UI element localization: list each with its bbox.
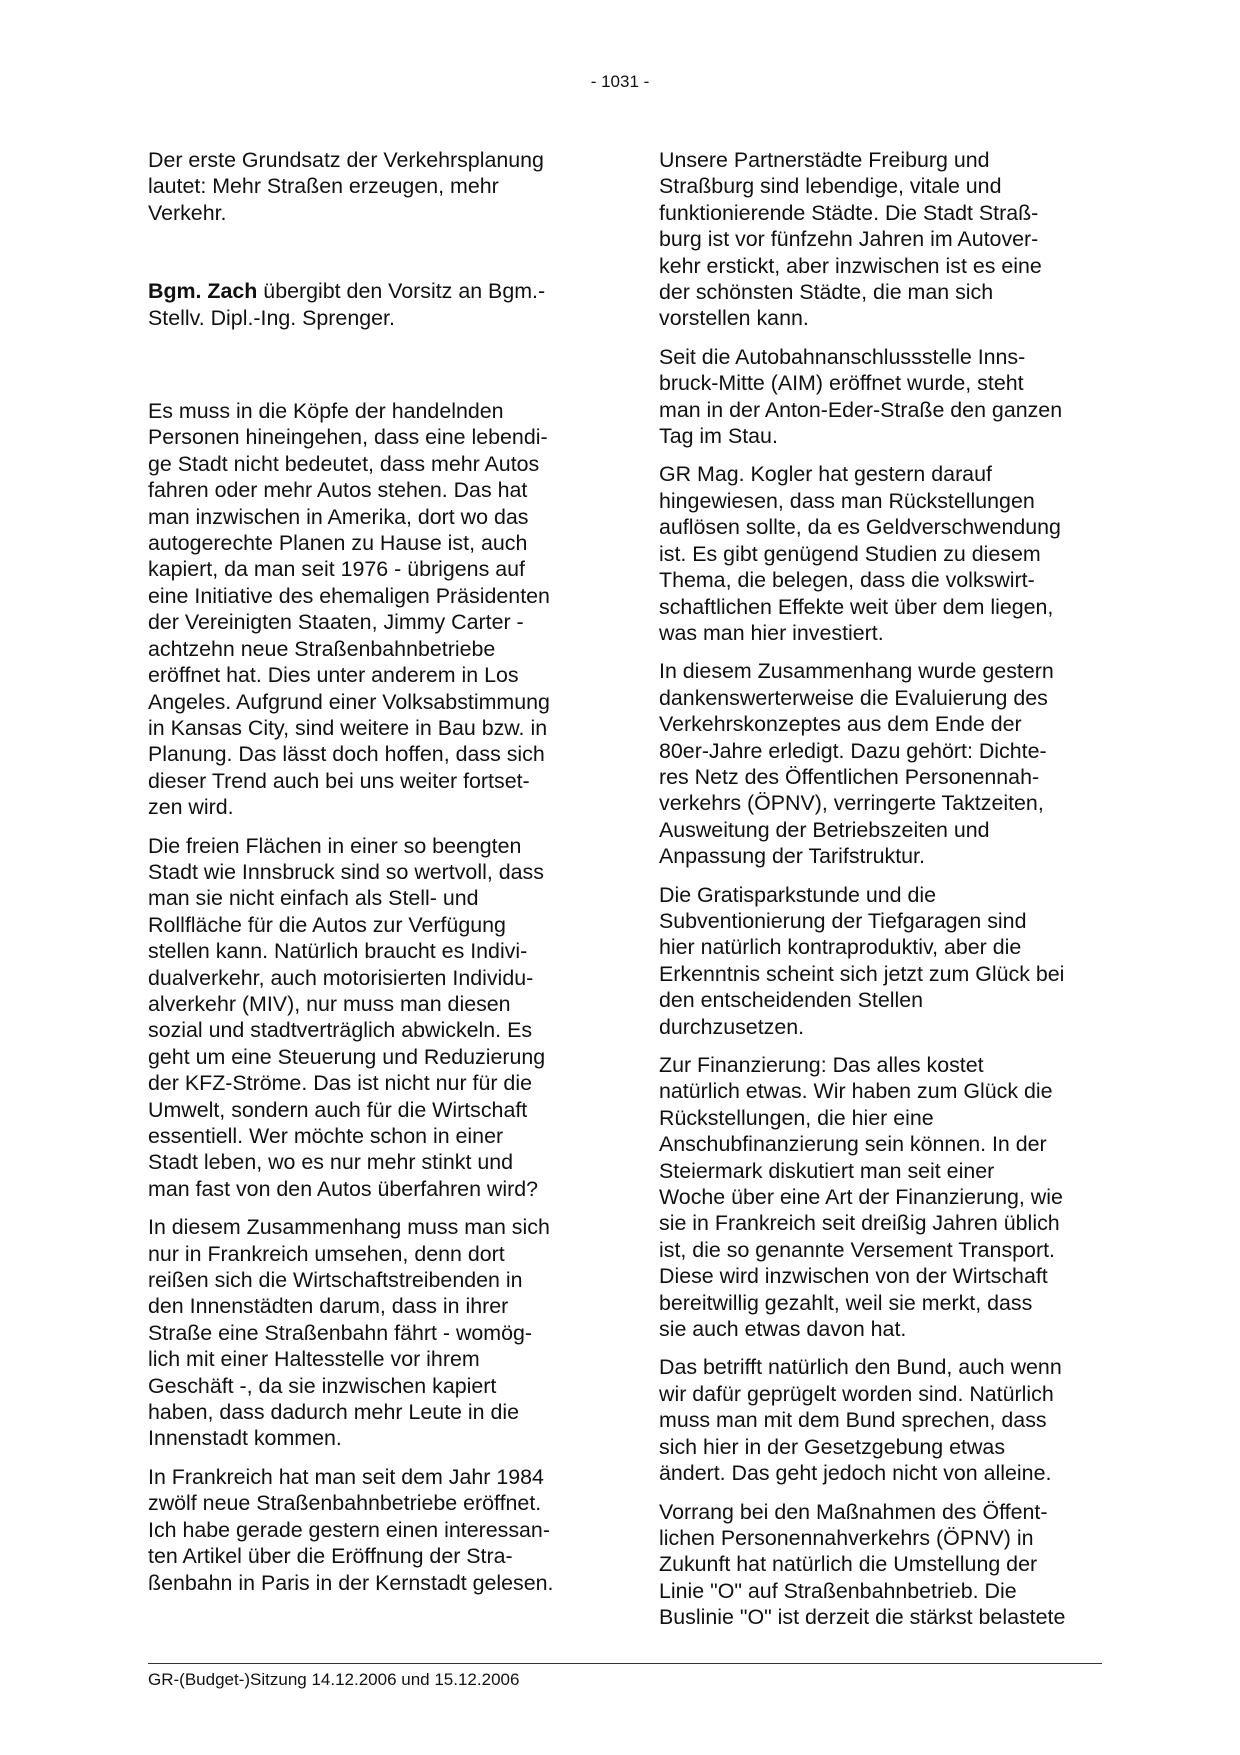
paragraph-line: Woche über eine Art der Finanzierung, wie <box>659 1185 1063 1210</box>
paragraph-line: man in der Anton-Eder-Straße den ganzen <box>659 397 1063 422</box>
paragraph-line: ändert. Das geht jedoch nicht von alleine. <box>659 1461 1052 1486</box>
paragraph-line: dualverkehr, auch motorisierten Individu- <box>148 965 534 990</box>
paragraph-line: alverkehr (MIV), nur muss man diesen <box>148 991 511 1016</box>
paragraph <box>659 1052 1101 1342</box>
paragraph-line: sie auch etwas davon hat. <box>659 1317 907 1342</box>
paragraph-line: kehr erstickt, aber inzwischen ist es eine <box>659 253 1042 278</box>
paragraph-line: schaftlichen Effekte weit über dem liegen, <box>659 594 1054 619</box>
paragraph-line: Innenstadt kommen. <box>148 1426 342 1451</box>
paragraph-line: Die freien Flächen in einer so beengten <box>148 833 522 858</box>
paragraph <box>659 461 1101 646</box>
left-column <box>148 147 590 1608</box>
paragraph-line: bruck-Mitte (AIM) eröffnet wurde, steht <box>659 371 1024 396</box>
paragraph <box>659 882 1101 1040</box>
speaker-name: Bgm. Zach <box>148 279 258 304</box>
paragraph-line: stellen kann. Natürlich braucht es Indivi- <box>148 939 528 964</box>
paragraph-line: Seit die Autobahnanschlussstelle Inns- <box>659 344 1026 369</box>
paragraph-line: In diesem Zusammenhang wurde gestern <box>659 659 1054 684</box>
paragraph-line: der KFZ-Ströme. Das ist nicht nur für die <box>148 1071 532 1096</box>
paragraph-line: hingewiesen, dass man Rückstellungen <box>659 488 1035 513</box>
paragraph-line: Anpassung der Tarifstruktur. <box>659 844 925 869</box>
paragraph-line: achtzehn neue Straßenbahnbetriebe <box>148 636 496 661</box>
paragraph-line: Subventionierung der Tiefgaragen sind <box>659 908 1027 933</box>
paragraph <box>659 344 1101 450</box>
paragraph <box>659 1354 1101 1486</box>
paragraph-line: ßenbahn in Paris in der Kernstadt gelesen. <box>148 1570 554 1595</box>
paragraph-line: Verkehr. <box>148 200 227 225</box>
paragraph-line: geht um eine Steuerung und Reduzierung <box>148 1044 546 1069</box>
paragraph-line: Stadt leben, wo es nur mehr stinkt und <box>148 1150 514 1175</box>
paragraph-line: in Kansas City, sind weitere in Bau bzw. in <box>148 715 548 740</box>
paragraph-line: Buslinie "O" ist derzeit die stärkst belastete <box>659 1605 1066 1630</box>
paragraph-line: man sie nicht einfach als Stell- und <box>148 886 479 911</box>
paragraph-line: zen wird. <box>148 795 234 820</box>
paragraph-line: lich mit einer Haltesstelle vor ihrem <box>148 1347 480 1372</box>
paragraph-line: Stadt wie Innsbruck sind so wertvoll, dass <box>148 859 544 884</box>
paragraph-line: Straße eine Straßenbahn fährt - womög- <box>148 1320 533 1345</box>
paragraph-line: burg ist vor fünfzehn Jahren im Autover- <box>659 227 1039 252</box>
paragraph-line: kapiert, da man seit 1976 - übrigens auf <box>148 557 525 582</box>
paragraph-line: ist, die so genannte Versement Transport. <box>659 1237 1055 1262</box>
paragraph-line: Zukunft hat natürlich die Umstellung der <box>659 1552 1038 1577</box>
paragraph-line: res Netz des Öffentlichen Personennah- <box>659 764 1040 789</box>
paragraph-line: Zur Finanzierung: Das alles kostet <box>659 1053 984 1077</box>
paragraph-line: Vorrang bei den Maßnahmen des Öffent- <box>659 1499 1048 1524</box>
paragraph <box>148 147 590 226</box>
footer-divider <box>148 1663 1102 1664</box>
paragraph-line: fahren oder mehr Autos stehen. Das hat <box>148 478 528 503</box>
paragraph-line: essentiell. Wer möchte schon in einer <box>148 1124 504 1148</box>
paragraph-line: hier natürlich kontraproduktiv, aber die <box>659 935 1022 960</box>
paragraph-line: Straßburg sind lebendige, vitale und <box>659 174 1002 199</box>
paragraph-line: Verkehrskonzeptes aus dem Ende der <box>659 712 1022 737</box>
paragraph-line: haben, dass dadurch mehr Leute in die <box>148 1400 520 1425</box>
paragraph-line: Angeles. Aufgrund einer Volksabstimmung <box>148 689 550 714</box>
paragraph <box>659 658 1101 869</box>
paragraph-line: dankenswerterweise die Evaluierung des <box>659 685 1048 710</box>
paragraph-line: Steiermark diskutiert man seit einer <box>659 1158 995 1183</box>
paragraph <box>148 1464 590 1596</box>
paragraph-line: man inzwischen in Amerika, dort wo das <box>148 504 529 529</box>
paragraph-line: nur in Frankreich umsehen, denn dort <box>148 1241 505 1266</box>
paragraph-line: Thema, die belegen, dass die volkswirt- <box>659 568 1035 593</box>
paragraph-line: dieser Trend auch bei uns weiter fortset- <box>148 768 530 793</box>
paragraph-line: wir dafür geprügelt worden sind. Natürlich <box>659 1381 1054 1406</box>
paragraph-line: den entscheidenden Stellen <box>659 988 924 1013</box>
paragraph-line: Umwelt, sondern auch für die Wirtschaft <box>148 1097 528 1122</box>
paragraph-line: ten Artikel über die Eröffnung der Stra- <box>148 1544 513 1569</box>
paragraph-line: autogerechte Planen zu Hause ist, auch <box>148 531 528 556</box>
paragraph-line: Tag im Stau. <box>659 424 778 449</box>
paragraph-line: Anschubfinanzierung sein können. In der <box>659 1132 1047 1157</box>
paragraph-line: ist. Es gibt genügend Studien zu diesem <box>659 541 1041 566</box>
paragraph-line: auflösen sollte, da es Geldverschwendung <box>659 515 1061 540</box>
paragraph-line: eröffnet hat. Dies unter anderem in Los <box>148 663 519 688</box>
paragraph-line: eine Initiative des ehemaligen Präsidenten <box>148 583 550 608</box>
paragraph-line: reißen sich die Wirtschaftstreibenden in <box>148 1268 523 1293</box>
paragraph-line: durchzusetzen. <box>659 1014 805 1039</box>
footer-text: GR-(Budget-)Sitzung 14.12.2006 und 15.12.2006 <box>148 1670 520 1689</box>
paragraph-line: der Vereinigten Staaten, Jimmy Carter - <box>148 610 524 635</box>
paragraph-line: muss man mit dem Bund sprechen, dass <box>659 1408 1047 1433</box>
paragraph-line: lichen Personennahverkehrs (ÖPNV) in <box>659 1525 1034 1550</box>
paragraph <box>148 398 590 821</box>
page-number: - 1031 - <box>590 72 650 91</box>
paragraph-line: sich hier in der Gesetzgebung etwas <box>659 1434 1006 1459</box>
paragraph-line: Unsere Partnerstädte Freiburg und <box>659 148 990 172</box>
paragraph-line: GR Mag. Kogler hat gestern darauf <box>659 462 992 487</box>
paragraph-line: bereitwillig gezahlt, weil sie merkt, dass <box>659 1290 1033 1315</box>
paragraph-line: Geschäft -, da sie inzwischen kapiert <box>148 1373 497 1398</box>
paragraph-line: Rückstellungen, die hier eine <box>659 1105 934 1130</box>
paragraph <box>659 147 1101 332</box>
right-column <box>659 147 1101 1643</box>
paragraph-line: Erkenntnis scheint sich jetzt zum Glück bei <box>659 961 1065 986</box>
paragraph <box>659 1499 1101 1631</box>
paragraph-line: Das betrifft natürlich den Bund, auch wenn <box>659 1355 1062 1380</box>
paragraph-line: Stellv. Dipl.-Ing. Sprenger. <box>148 305 395 330</box>
paragraph-line: Es muss in die Köpfe der handelnden <box>148 399 504 424</box>
paragraph-line: In Frankreich hat man seit dem Jahr 1984 <box>148 1464 544 1489</box>
paragraph-line: funktionierende Städte. Die Stadt Straß- <box>659 200 1039 225</box>
paragraph <box>148 833 590 1203</box>
paragraph-line: sie in Frankreich seit dreißig Jahren üblich <box>659 1211 1060 1236</box>
paragraph-line: zwölf neue Straßenbahnbetriebe eröffnet. <box>148 1491 542 1516</box>
text: übergibt den Vorsitz an Bgm.- <box>257 279 546 304</box>
paragraph-line: der schönsten Städte, die man sich <box>659 280 994 305</box>
paragraph-line: Planung. Das lässt doch hoffen, dass sich <box>148 742 545 767</box>
paragraph-line: Ich habe gerade gestern einen interessan- <box>148 1517 550 1542</box>
paragraph-line: verkehrs (ÖPNV), verringerte Taktzeiten, <box>659 791 1044 816</box>
paragraph-line: den Innenstädten darum, dass in ihrer <box>148 1294 509 1319</box>
paragraph-line: Ausweitung der Betriebszeiten und <box>659 817 990 842</box>
paragraph-line: In diesem Zusammenhang muss man sich <box>148 1215 550 1240</box>
paragraph-line: lautet: Mehr Straßen erzeugen, mehr <box>148 174 499 199</box>
paragraph-line: Diese wird inzwischen von der Wirtschaft <box>659 1264 1048 1289</box>
paragraph-line: ge Stadt nicht bedeutet, dass mehr Autos <box>148 451 540 476</box>
paragraph-line: 80er-Jahre erledigt. Dazu gehört: Dichte- <box>659 738 1047 763</box>
paragraph-line: was man hier investiert. <box>659 620 884 645</box>
paragraph-line <box>148 278 590 304</box>
paragraph-line: Personen hineingehen, dass eine lebendi- <box>148 425 548 450</box>
paragraph-line: man fast von den Autos überfahren wird? <box>148 1176 539 1201</box>
paragraph-line: Die Gratisparkstunde und die <box>659 882 937 907</box>
chair-handover-paragraph <box>148 278 590 331</box>
paragraph-line: sozial und stadtverträglich abwickeln. Es <box>148 1018 533 1043</box>
paragraph-line: Rollfläche für die Autos zur Verfügung <box>148 912 506 937</box>
paragraph <box>148 1214 590 1452</box>
paragraph-line: vorstellen kann. <box>659 306 809 331</box>
paragraph-line: Der erste Grundsatz der Verkehrsplanung <box>148 148 544 172</box>
paragraph-line: Linie "O" auf Straßenbahnbetrieb. Die <box>659 1578 1017 1603</box>
paragraph-line: natürlich etwas. Wir haben zum Glück die <box>659 1079 1053 1104</box>
